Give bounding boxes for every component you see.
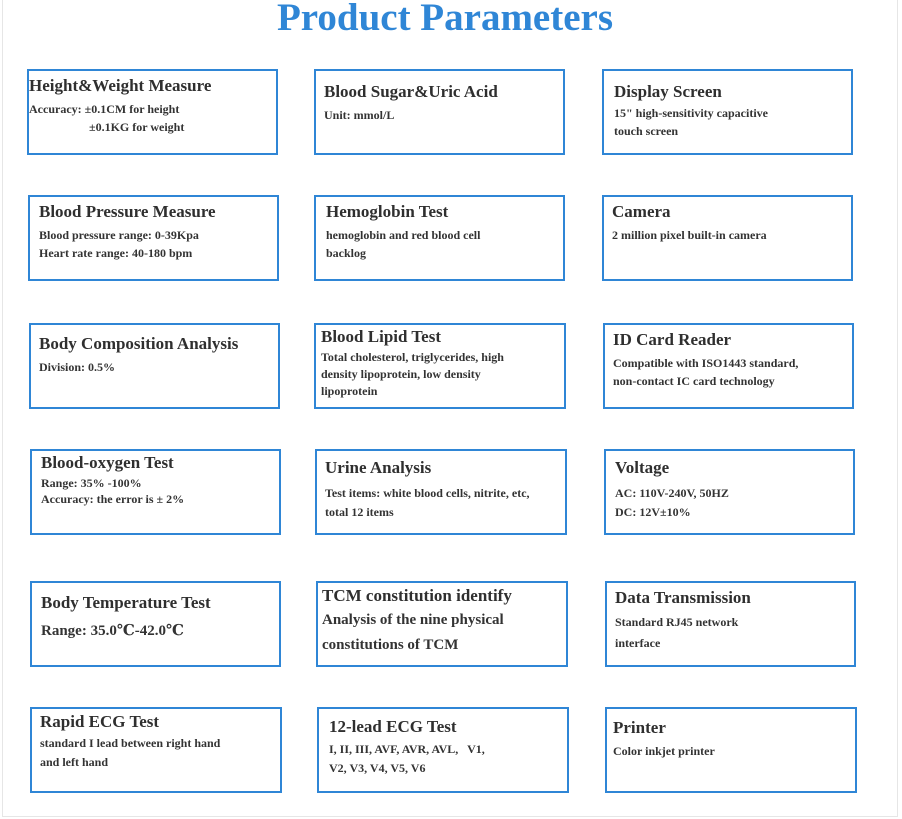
card-title: Body Composition Analysis xyxy=(39,334,239,353)
card-desc: hemoglobin and red blood cell backlog xyxy=(326,228,481,260)
card-desc: Accuracy: ±0.1CM for height ±0.1KG for weight xyxy=(29,102,185,134)
card-title: Hemoglobin Test xyxy=(326,202,449,221)
card-desc: 2 million pixel built-in camera xyxy=(612,228,767,242)
card-desc: I, II, III, AVF, AVR, AVL, V1, V2, V3, V4, V5, V6 xyxy=(329,742,485,775)
card-title: Blood-oxygen Test xyxy=(41,453,174,472)
card-title: Blood Lipid Test xyxy=(321,327,442,346)
card-title: Data Transmission xyxy=(615,588,751,607)
card-title: Body Temperature Test xyxy=(41,593,211,612)
card-title: Urine Analysis xyxy=(325,458,432,477)
param-card-hemoglobin xyxy=(314,195,565,281)
card-desc: 15" high-sensitivity capacitive touch screen xyxy=(614,106,768,138)
card-title: Height&Weight Measure xyxy=(29,76,212,95)
param-card-printer xyxy=(605,707,857,793)
param-card-id-card-reader xyxy=(603,323,854,409)
card-title: Blood Pressure Measure xyxy=(39,202,216,221)
card-title: TCM constitution identify xyxy=(322,586,512,605)
card-desc: Division: 0.5% xyxy=(39,360,116,374)
card-desc: Color inkjet printer xyxy=(613,744,715,758)
card-title: ID Card Reader xyxy=(613,330,732,349)
param-card-data-transmission xyxy=(605,581,856,667)
card-title: Printer xyxy=(613,718,666,737)
param-card-camera xyxy=(602,195,853,281)
param-card-rapid-ecg xyxy=(30,707,282,793)
param-card-body-temperature xyxy=(30,581,281,667)
card-title: Display Screen xyxy=(614,82,722,101)
card-desc: Unit: mmol/L xyxy=(324,108,395,122)
card-desc: Analysis of the nine physical constitutions of TCM xyxy=(322,612,504,653)
card-desc: Total cholesterol, triglycerides, high density lipoprotein, low density lipoprotein xyxy=(321,350,504,398)
card-desc: Blood pressure range: 0-39Kpa Heart rate range: 40-180 bpm xyxy=(39,228,199,260)
param-card-voltage xyxy=(604,449,855,535)
param-card-tcm-constitution xyxy=(316,581,568,667)
card-title: Blood Sugar&Uric Acid xyxy=(324,82,498,101)
param-card-blood-oxygen xyxy=(30,449,281,535)
card-title: Rapid ECG Test xyxy=(40,712,160,731)
param-card-blood-pressure xyxy=(28,195,279,281)
card-desc: AC: 110V-240V, 50HZ DC: 12V±10% xyxy=(615,486,729,519)
param-card-height-weight xyxy=(27,69,278,155)
card-desc: standard I lead between right hand and left hand xyxy=(40,736,221,769)
card-desc: Range: 35% -100% Accuracy: the error is ± 2% xyxy=(41,476,185,506)
param-card-blood-sugar xyxy=(314,69,565,155)
card-desc: Test items: white blood cells, nitrite, etc, total 12 items xyxy=(325,486,530,519)
param-card-blood-lipid xyxy=(314,323,566,409)
card-title: 12-lead ECG Test xyxy=(329,717,457,736)
card-title: Voltage xyxy=(615,458,670,477)
card-desc: Standard RJ45 network interface xyxy=(615,615,739,650)
card-title: Camera xyxy=(612,202,671,221)
card-desc: Compatible with ISO1443 standard, non-contact IC card technology xyxy=(613,356,799,388)
param-card-12-lead-ecg xyxy=(317,707,569,793)
card-desc: Range: 35.0℃-42.0℃ xyxy=(41,623,185,639)
param-card-display-screen xyxy=(602,69,853,155)
param-card-body-composition xyxy=(29,323,280,409)
param-card-urine-analysis xyxy=(315,449,567,535)
page-title: Product Parameters xyxy=(276,0,614,39)
